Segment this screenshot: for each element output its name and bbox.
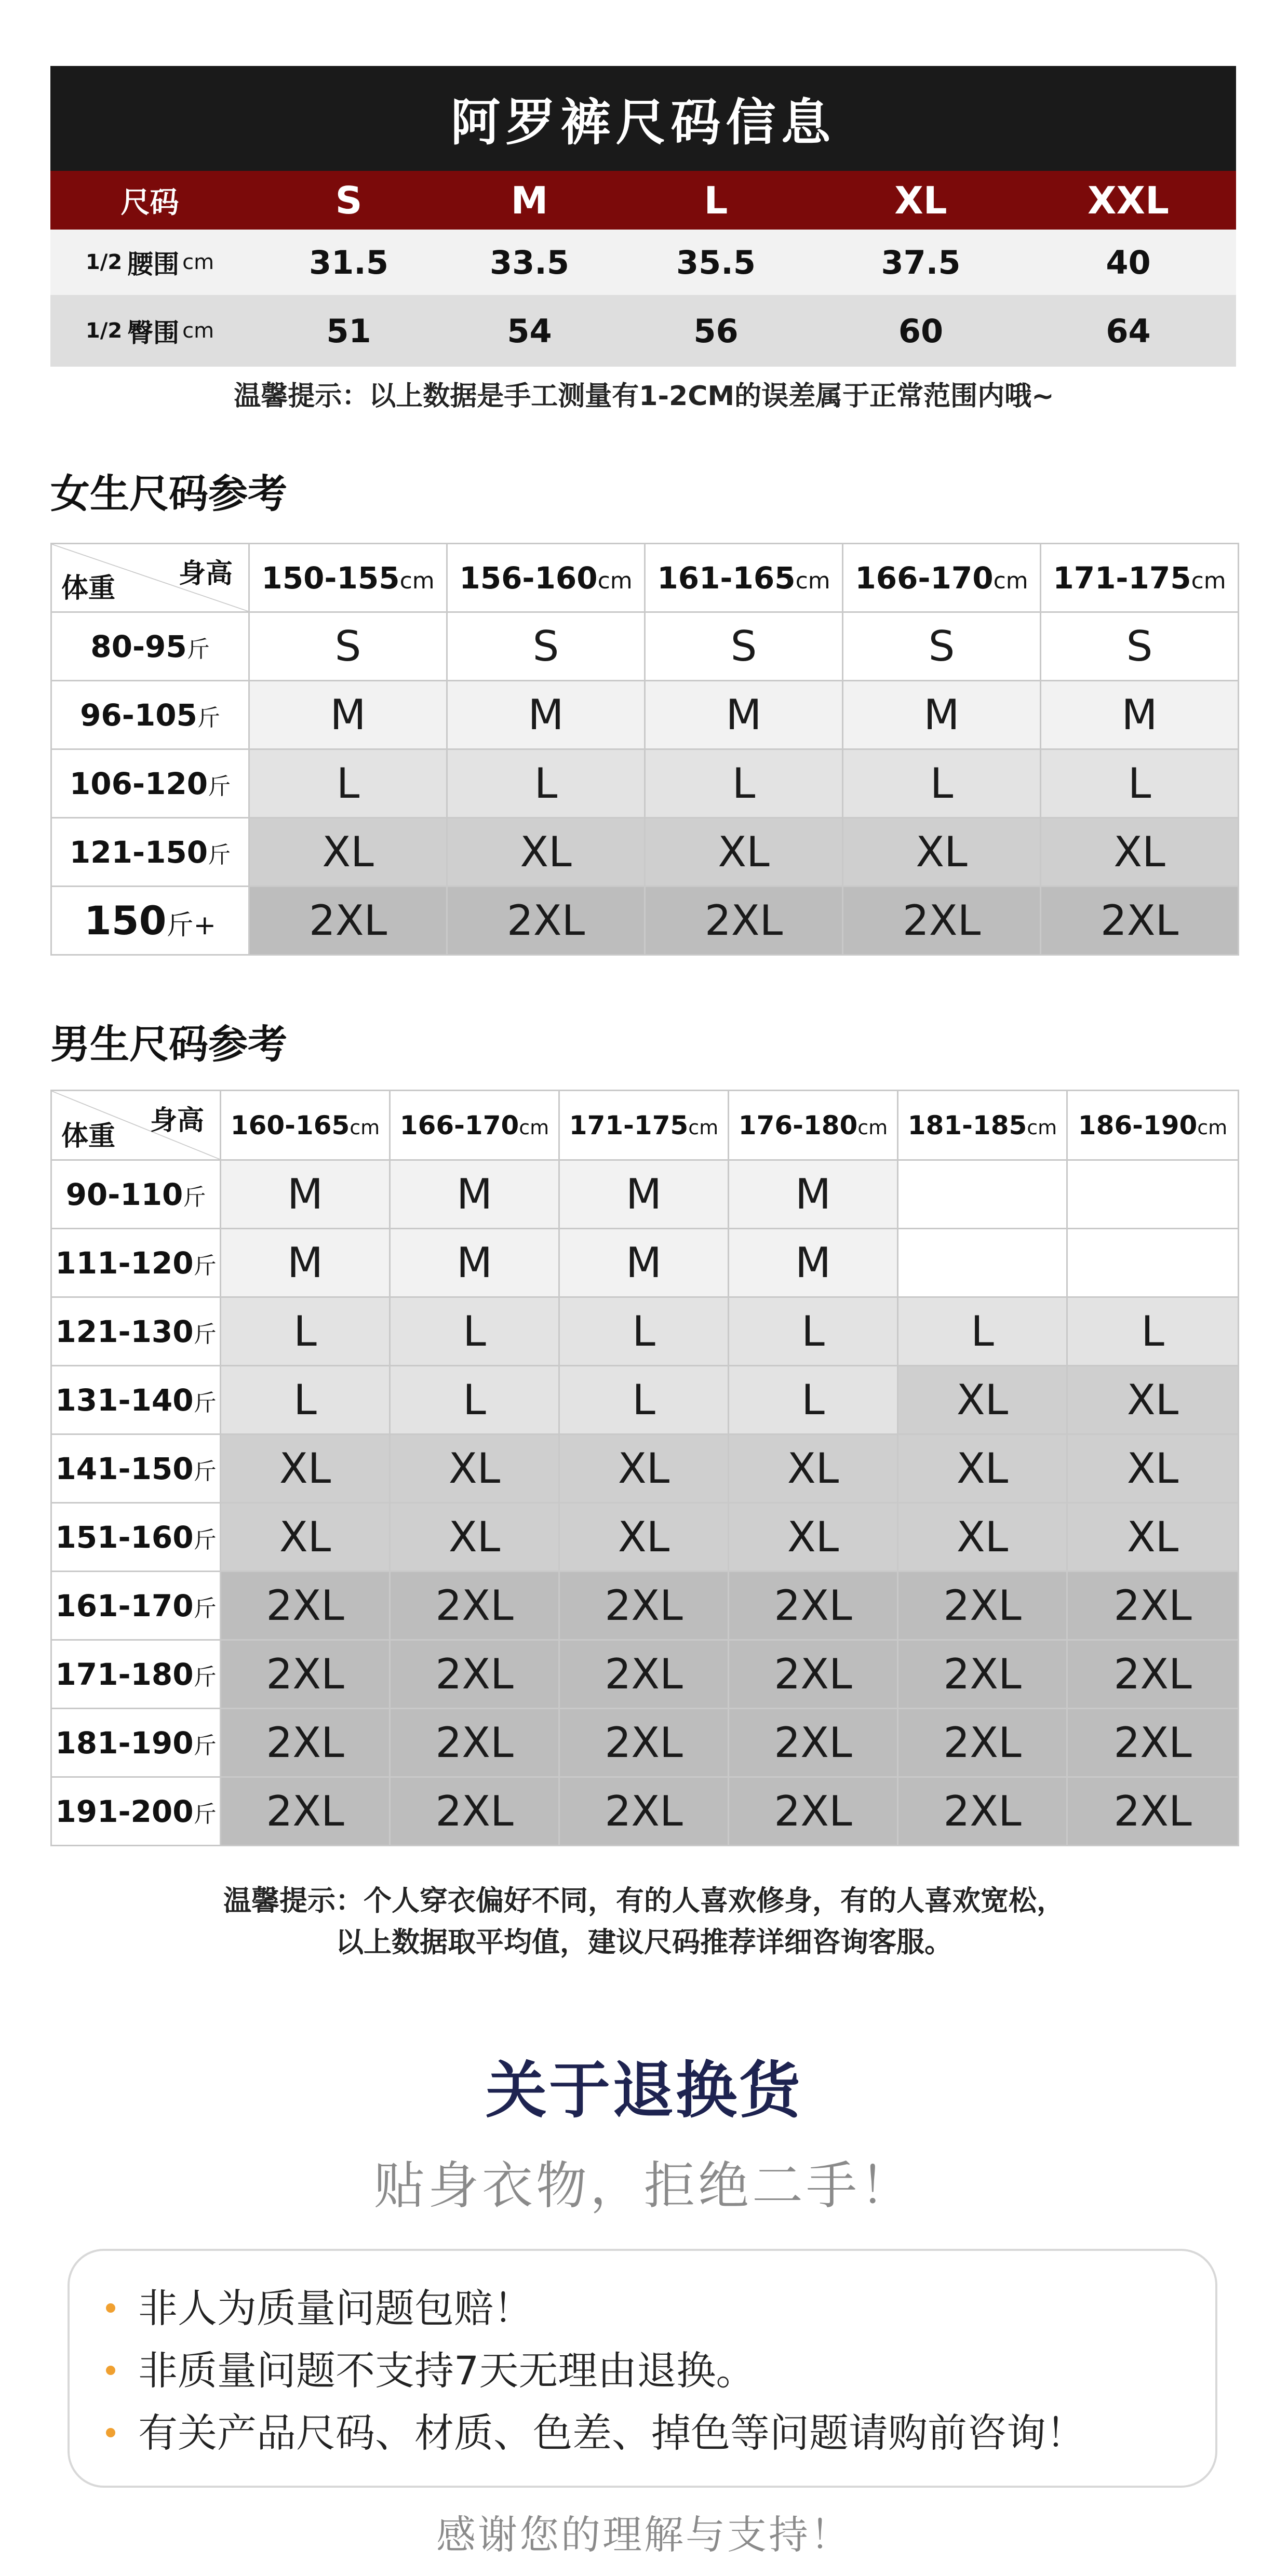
size-cell: XL bbox=[1067, 1366, 1239, 1434]
waist-label: 腰围 bbox=[127, 249, 180, 279]
height-unit: cm bbox=[597, 567, 633, 594]
bullet-dot-icon bbox=[106, 2303, 115, 2313]
weight-unit: 斤 bbox=[193, 1458, 217, 1485]
size-cell: M bbox=[390, 1229, 559, 1297]
size-cell: 2XL bbox=[898, 1640, 1067, 1709]
weight-range: 171-180 bbox=[55, 1656, 194, 1692]
weight-label bbox=[51, 887, 249, 955]
table-row bbox=[51, 1503, 1239, 1572]
men-height-header bbox=[559, 1091, 729, 1160]
men-section-title: 男生尺码参考 bbox=[50, 1021, 287, 1067]
size-cell: L bbox=[447, 749, 645, 818]
size-cell: 2XL bbox=[559, 1640, 729, 1709]
weight-range: 161-170 bbox=[55, 1588, 194, 1624]
weight-range: 191-200 bbox=[55, 1793, 194, 1829]
height-range: 160-165 bbox=[230, 1110, 350, 1141]
women-header-row bbox=[51, 544, 1239, 612]
height-range: 171-175 bbox=[569, 1110, 689, 1141]
hip-value-s: 51 bbox=[326, 312, 371, 350]
size-cell: M bbox=[221, 1229, 390, 1297]
waist-value-xxl: 40 bbox=[1106, 243, 1151, 281]
weight-range: 111-120 bbox=[55, 1245, 194, 1281]
weight-unit: 斤 bbox=[193, 1732, 217, 1759]
men-corner-weight: 体重 bbox=[61, 1121, 116, 1152]
table-row bbox=[51, 887, 1239, 955]
height-range: 156-160 bbox=[459, 560, 598, 596]
waist-value-s: 31.5 bbox=[309, 243, 388, 281]
men-size-table bbox=[50, 1090, 1239, 1846]
size-cell: S bbox=[447, 612, 645, 681]
men-height-header bbox=[729, 1091, 898, 1160]
height-unit: cm bbox=[857, 1116, 888, 1139]
size-info-header-row bbox=[50, 171, 1236, 230]
size-cell: L bbox=[559, 1366, 729, 1434]
men-height-header bbox=[221, 1091, 390, 1160]
size-cell: 2XL bbox=[729, 1777, 898, 1846]
size-cell: 2XL bbox=[390, 1572, 559, 1640]
table-row bbox=[51, 1160, 1239, 1229]
size-cell: 2XL bbox=[645, 887, 843, 955]
table-row bbox=[51, 1297, 1239, 1366]
height-range: 186-190 bbox=[1078, 1110, 1198, 1141]
size-cell: XL bbox=[221, 1503, 390, 1572]
size-cell: 2XL bbox=[221, 1709, 390, 1777]
men-header-row bbox=[51, 1091, 1239, 1160]
size-cell: 2XL bbox=[447, 887, 645, 955]
size-cell: XL bbox=[1067, 1434, 1239, 1503]
size-cell: M bbox=[1041, 681, 1239, 749]
size-cell: 2XL bbox=[898, 1709, 1067, 1777]
size-cell: L bbox=[390, 1297, 559, 1366]
policy-item-text: 非质量问题不支持7天无理由退换。 bbox=[138, 2347, 756, 2394]
hip-prefix: 1/2 bbox=[85, 319, 123, 343]
size-cell bbox=[1067, 1229, 1239, 1297]
weight-range: 141-150 bbox=[55, 1451, 194, 1486]
weight-range: 121-130 bbox=[55, 1313, 194, 1349]
measurement-tip: 温馨提示：以上数据是手工测量有1-2CM的误差属于正常范围内哦~ bbox=[234, 381, 1054, 412]
size-cell: L bbox=[645, 749, 843, 818]
size-cell: M bbox=[645, 681, 843, 749]
weight-label bbox=[51, 749, 249, 818]
size-cell: XL bbox=[898, 1434, 1067, 1503]
size-info-title: 阿罗裤尺码信息 bbox=[50, 66, 1236, 171]
size-cell: 2XL bbox=[559, 1572, 729, 1640]
weight-label bbox=[51, 1503, 221, 1572]
hip-value-xxl: 64 bbox=[1106, 312, 1151, 350]
weight-label bbox=[51, 1777, 221, 1846]
size-cell: 2XL bbox=[1067, 1709, 1239, 1777]
height-unit: cm bbox=[1191, 567, 1226, 594]
size-cell: XL bbox=[729, 1434, 898, 1503]
table-row bbox=[51, 1572, 1239, 1640]
size-cell: 2XL bbox=[559, 1709, 729, 1777]
size-cell: 2XL bbox=[390, 1640, 559, 1709]
size-cell: XL bbox=[1041, 818, 1239, 887]
size-cell: 2XL bbox=[729, 1709, 898, 1777]
size-cell: M bbox=[390, 1160, 559, 1229]
size-info-table bbox=[50, 66, 1236, 367]
height-range: 176-180 bbox=[738, 1110, 858, 1141]
size-cell: L bbox=[221, 1297, 390, 1366]
size-cell: S bbox=[843, 612, 1041, 681]
fit-tip-line1: 温馨提示：个人穿衣偏好不同，有的人喜欢修身，有的人喜欢宽松， bbox=[223, 1884, 1065, 1917]
size-cell: L bbox=[1041, 749, 1239, 818]
weight-unit: 斤 bbox=[193, 1595, 217, 1622]
size-header-l: L bbox=[704, 178, 728, 222]
policy-item-text: 有关产品尺码、材质、色差、掉色等问题请购前咨询！ bbox=[138, 2410, 1085, 2456]
returns-title: 关于退换货 bbox=[485, 2055, 802, 2126]
weight-range: 121-150 bbox=[69, 834, 208, 870]
table-row bbox=[51, 1640, 1239, 1709]
height-unit: cm bbox=[519, 1116, 549, 1139]
size-cell: 2XL bbox=[729, 1572, 898, 1640]
size-cell: L bbox=[559, 1297, 729, 1366]
weight-label bbox=[51, 1229, 221, 1297]
size-cell: 2XL bbox=[221, 1640, 390, 1709]
size-cell: M bbox=[447, 681, 645, 749]
size-cell: M bbox=[559, 1160, 729, 1229]
weight-unit: 斤 bbox=[193, 1389, 217, 1416]
returns-subtitle: 贴身衣物，拒绝二手！ bbox=[373, 2156, 914, 2216]
size-cell: L bbox=[843, 749, 1041, 818]
weight-unit: 斤 bbox=[208, 841, 231, 868]
weight-unit: 斤 bbox=[197, 704, 220, 731]
table-row bbox=[51, 1229, 1239, 1297]
hip-value-m: 54 bbox=[507, 312, 552, 350]
weight-label bbox=[51, 612, 249, 681]
weight-unit: 斤 bbox=[193, 1321, 217, 1348]
size-cell: 2XL bbox=[1041, 887, 1239, 955]
weight-label bbox=[51, 818, 249, 887]
size-cell: XL bbox=[645, 818, 843, 887]
hip-row bbox=[50, 295, 1236, 367]
weight-label bbox=[51, 1434, 221, 1503]
table-row bbox=[51, 1777, 1239, 1846]
size-cell: L bbox=[249, 749, 447, 818]
women-height-header bbox=[645, 544, 843, 612]
size-cell: XL bbox=[447, 818, 645, 887]
fit-tip-line2: 以上数据取平均值，建议尺码推荐详细咨询客服。 bbox=[336, 1926, 952, 1958]
size-cell: XL bbox=[729, 1503, 898, 1572]
waist-row-label bbox=[50, 230, 249, 295]
table-row bbox=[51, 612, 1239, 681]
weight-unit: 斤 bbox=[193, 1801, 217, 1828]
weight-label bbox=[51, 1640, 221, 1709]
height-range: 166-170 bbox=[855, 560, 994, 596]
table-row bbox=[51, 1434, 1239, 1503]
women-size-table bbox=[50, 543, 1239, 956]
men-height-header bbox=[898, 1091, 1067, 1160]
men-corner-height: 身高 bbox=[150, 1105, 204, 1136]
size-cell: 2XL bbox=[390, 1777, 559, 1846]
size-cell bbox=[898, 1160, 1067, 1229]
men-height-header bbox=[1067, 1091, 1239, 1160]
fit-preference-tip bbox=[0, 1880, 1288, 1963]
size-cell: M bbox=[249, 681, 447, 749]
height-unit: cm bbox=[993, 567, 1028, 594]
hip-value-l: 56 bbox=[693, 312, 739, 350]
women-height-header bbox=[447, 544, 645, 612]
size-header-m: M bbox=[511, 178, 548, 222]
size-cell: 2XL bbox=[1067, 1640, 1239, 1709]
hip-value-xl: 60 bbox=[898, 312, 944, 350]
height-unit: cm bbox=[795, 567, 830, 594]
weight-unit: 斤 bbox=[193, 1526, 217, 1553]
size-cell: L bbox=[1067, 1297, 1239, 1366]
weight-label bbox=[51, 681, 249, 749]
hip-row-label bbox=[50, 295, 249, 367]
weight-label bbox=[51, 1297, 221, 1366]
size-cell: XL bbox=[898, 1366, 1067, 1434]
size-cell: M bbox=[729, 1160, 898, 1229]
hip-unit: cm bbox=[182, 319, 214, 343]
waist-row bbox=[50, 230, 1236, 295]
size-cell: XL bbox=[898, 1503, 1067, 1572]
size-cell: S bbox=[249, 612, 447, 681]
height-range: 161-165 bbox=[657, 560, 796, 596]
weight-unit: 斤 bbox=[186, 636, 210, 663]
size-cell: 2XL bbox=[898, 1572, 1067, 1640]
weight-range: 96-105 bbox=[80, 697, 197, 733]
returns-policy-box bbox=[68, 2249, 1217, 2488]
weight-label bbox=[51, 1709, 221, 1777]
weight-label bbox=[51, 1160, 221, 1229]
height-unit: cm bbox=[688, 1116, 719, 1139]
women-height-header bbox=[249, 544, 447, 612]
size-cell: 2XL bbox=[1067, 1572, 1239, 1640]
policy-item bbox=[106, 2401, 1085, 2458]
size-cell: 2XL bbox=[1067, 1777, 1239, 1846]
women-table-body bbox=[51, 612, 1239, 955]
bullet-dot-icon bbox=[106, 2366, 115, 2375]
size-header-label: 尺码 bbox=[120, 185, 179, 220]
table-row bbox=[51, 1709, 1239, 1777]
bullet-dot-icon bbox=[106, 2428, 115, 2437]
height-range: 150-155 bbox=[261, 560, 400, 596]
height-range: 166-170 bbox=[399, 1110, 519, 1141]
policy-item bbox=[106, 2277, 533, 2333]
size-cell: 2XL bbox=[221, 1572, 390, 1640]
size-cell: XL bbox=[559, 1503, 729, 1572]
size-cell: 2XL bbox=[559, 1777, 729, 1846]
size-cell bbox=[1067, 1160, 1239, 1229]
size-cell: M bbox=[729, 1229, 898, 1297]
size-header-xxl: XXL bbox=[1088, 178, 1169, 222]
weight-range: 80-95 bbox=[90, 628, 187, 664]
size-cell: L bbox=[729, 1297, 898, 1366]
size-cell: S bbox=[1041, 612, 1239, 681]
women-corner-height: 身高 bbox=[178, 558, 233, 589]
size-cell: XL bbox=[390, 1434, 559, 1503]
size-cell: XL bbox=[559, 1434, 729, 1503]
men-height-header bbox=[390, 1091, 559, 1160]
size-cell: L bbox=[729, 1366, 898, 1434]
weight-range: 131-140 bbox=[55, 1382, 194, 1418]
size-cell: 2XL bbox=[729, 1640, 898, 1709]
size-cell: M bbox=[221, 1160, 390, 1229]
size-cell: M bbox=[843, 681, 1041, 749]
waist-value-m: 33.5 bbox=[490, 243, 569, 281]
size-cell: XL bbox=[390, 1503, 559, 1572]
table-row bbox=[51, 1366, 1239, 1434]
weight-unit: 斤 bbox=[183, 1184, 206, 1211]
table-row bbox=[51, 818, 1239, 887]
thanks-note: 感谢您的理解与支持！ bbox=[436, 2512, 852, 2558]
weight-label bbox=[51, 1572, 221, 1640]
size-cell: XL bbox=[843, 818, 1041, 887]
weight-range: 151-160 bbox=[55, 1519, 194, 1555]
height-unit: cm bbox=[350, 1116, 380, 1139]
size-cell: 2XL bbox=[898, 1777, 1067, 1846]
weight-range: 106-120 bbox=[69, 766, 208, 801]
size-cell: XL bbox=[1067, 1503, 1239, 1572]
size-cell bbox=[898, 1229, 1067, 1297]
size-header-s: S bbox=[335, 178, 363, 222]
size-cell: 2XL bbox=[249, 887, 447, 955]
size-cell: 2XL bbox=[843, 887, 1041, 955]
policy-item-text: 非人为质量问题包赔！ bbox=[138, 2285, 533, 2331]
size-cell: XL bbox=[249, 818, 447, 887]
weight-unit: 斤 bbox=[193, 1663, 217, 1691]
size-cell: 2XL bbox=[221, 1777, 390, 1846]
height-unit: cm bbox=[1197, 1116, 1228, 1139]
weight-unit: 斤 bbox=[208, 773, 231, 800]
size-cell: XL bbox=[221, 1434, 390, 1503]
women-corner-weight: 体重 bbox=[61, 573, 116, 604]
waist-value-xl: 37.5 bbox=[881, 243, 961, 281]
size-cell: L bbox=[221, 1366, 390, 1434]
men-table-body bbox=[51, 1160, 1239, 1846]
women-height-header bbox=[843, 544, 1041, 612]
policy-item bbox=[106, 2339, 755, 2396]
weight-unit: 斤 bbox=[193, 1252, 217, 1279]
weight-label bbox=[51, 1366, 221, 1434]
table-row bbox=[51, 749, 1239, 818]
women-height-header bbox=[1041, 544, 1239, 612]
size-cell: S bbox=[645, 612, 843, 681]
size-cell: 2XL bbox=[390, 1709, 559, 1777]
table-row bbox=[51, 681, 1239, 749]
weight-range: 150 bbox=[84, 897, 167, 944]
height-unit: cm bbox=[399, 567, 435, 594]
waist-unit: cm bbox=[182, 250, 214, 274]
weight-unit: 斤+ bbox=[166, 910, 217, 941]
height-range: 171-175 bbox=[1053, 560, 1191, 596]
weight-range: 181-190 bbox=[55, 1725, 194, 1761]
size-cell: M bbox=[559, 1229, 729, 1297]
height-range: 181-185 bbox=[907, 1110, 1027, 1141]
women-corner-cell bbox=[51, 544, 249, 612]
size-cell: L bbox=[390, 1366, 559, 1434]
waist-prefix: 1/2 bbox=[85, 250, 123, 274]
women-section-title: 女生尺码参考 bbox=[50, 471, 287, 517]
men-corner-cell bbox=[51, 1091, 221, 1160]
weight-range: 90-110 bbox=[65, 1176, 183, 1212]
size-cell: L bbox=[898, 1297, 1067, 1366]
size-header-xl: XL bbox=[894, 178, 947, 222]
waist-value-l: 35.5 bbox=[676, 243, 756, 281]
height-unit: cm bbox=[1027, 1116, 1057, 1139]
hip-label: 臀围 bbox=[127, 318, 180, 348]
